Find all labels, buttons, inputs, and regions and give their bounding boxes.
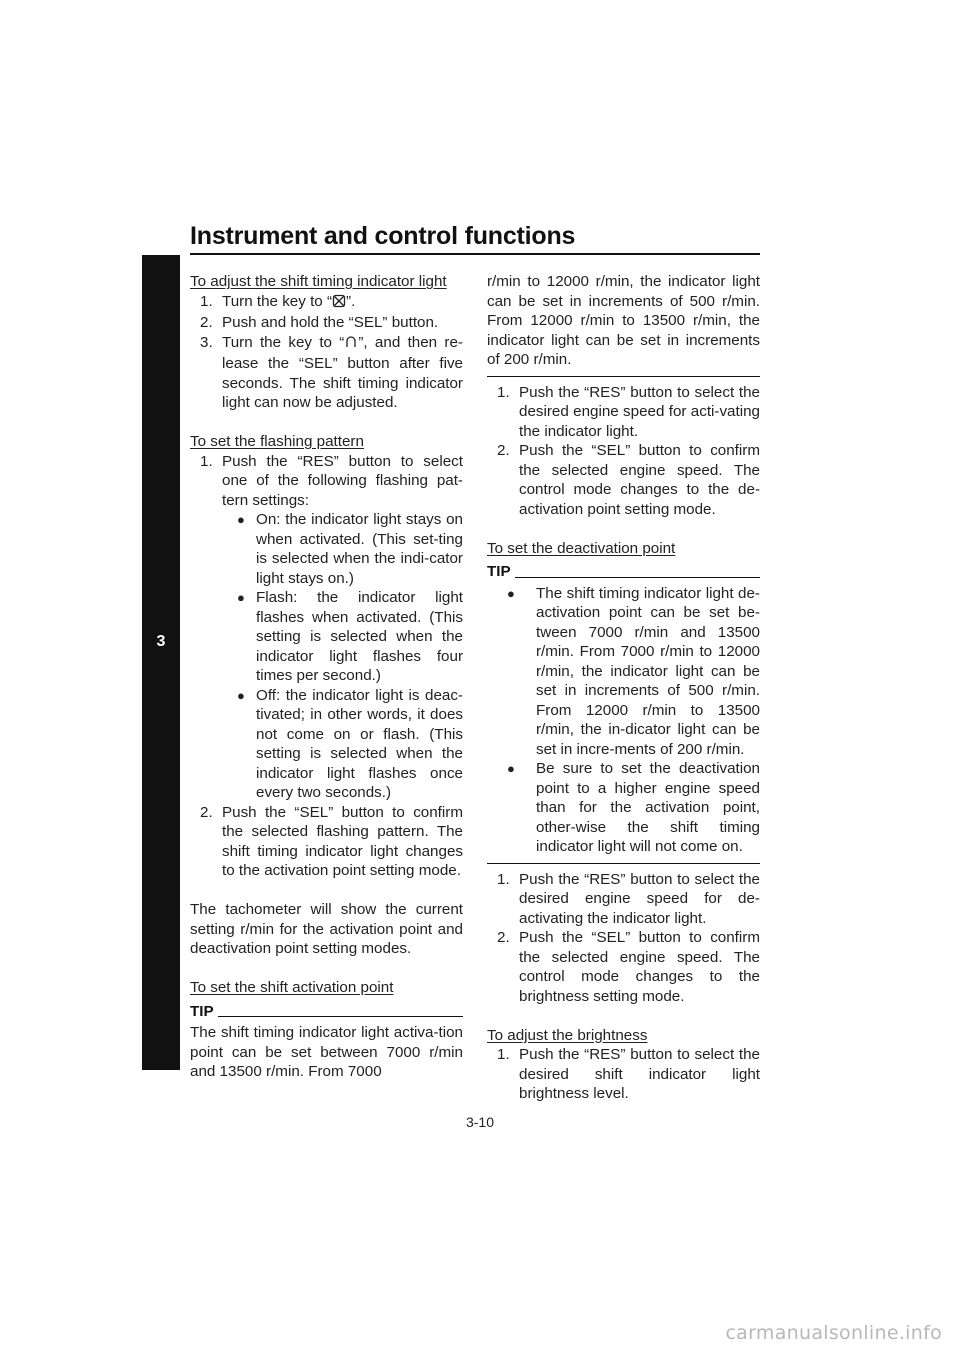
list-item: ● Off: the indicator light is deac-tivated; in other words, it does not come on or flash. (This setting is selected when the indicator light flashes once every two seconds.) (237, 686, 463, 801)
section-heading-deactivation: To set the deactivation point (487, 539, 676, 557)
tip-rule (218, 1016, 463, 1017)
tip-text: The shift timing indicator light activa-tion point can be set between 7000 r/min and 13500 r/min. From 7000 (190, 1024, 463, 1080)
tip-rule (515, 577, 760, 578)
step-turn-key-off: 1. Turn the key to “ ”. (190, 292, 463, 314)
key-off-icon (332, 294, 346, 314)
page-title: Instrument and control functions (190, 222, 576, 250)
key-on-icon (344, 335, 358, 355)
tip-end-rule (487, 376, 760, 377)
watermark: carmanualsonline.info (725, 1322, 942, 1344)
tip-label: TIP (190, 1002, 214, 1020)
step-confirm-flash: 2. Push the “SEL” button to confirm the selected flashing pattern. The shift timing indicator light changes to the activation point setting mode. (200, 803, 463, 879)
list-item: ● Flash: the indicator light flashes when activated. (This setting is selected when the indicator light flashes four times per second.) (237, 589, 463, 684)
list-item: ● The shift timing indicator light de-activation point can be set be-tween 7000 r/min and 13500 r/min. From 7000 r/min to 12000 r/min, the indicator light can be set in increments of 500 r/min. From 12000 r/min to 13500 r/min, the in-dicator light can be set in incre-ments of 200 r/min. (507, 584, 760, 758)
tip-end-rule (487, 863, 760, 864)
bullet-icon: ● (237, 590, 245, 605)
chapter-number: 3 (156, 633, 166, 650)
page-number: 3-10 (465, 1114, 495, 1130)
step-confirm-deactivation-speed: 2. Push the “SEL” button to confirm the selected engine speed. The control mode changes to the brightness setting mode. (497, 929, 760, 1005)
bullet-icon: ● (507, 585, 515, 601)
step-select-deactivation-speed: 1. Push the “RES” button to select the desired engine speed for de-activating the indicator light. (497, 870, 760, 927)
list-item: ● On: the indicator light stays on when activated. (This set-ting is selected when the indi-cator light stays on.) (237, 511, 463, 587)
chapter-tab (142, 255, 180, 1070)
tip-header (487, 562, 760, 582)
step-select-brightness: 1. Push the “RES” button to select the desired shift indicator light brightness level. (497, 1046, 760, 1102)
list-item: ● Be sure to set the deactivation point to a higher engine speed than for the activation point, other-wise the shift timing indicator light will not come on. (507, 760, 760, 855)
step-select-activation-speed: 1. Push the “RES” button to select the desired engine speed for acti-vating the indicator light. (497, 383, 760, 440)
header-rule (190, 253, 760, 255)
step-hold-sel: 2. Push and hold the “SEL” button. (200, 314, 439, 331)
bullet-icon: ● (507, 761, 515, 776)
tip-label: TIP (487, 563, 511, 580)
section-heading-flash-pattern: To set the flashing pattern (190, 433, 364, 450)
bullet-icon: ● (237, 512, 245, 527)
section-heading-shift-indicator: To adjust the shift timing indicator light (190, 273, 447, 290)
step-confirm-activation-speed: 2. Push the “SEL” button to confirm the selected engine speed. The control mode changes to the de-activation point setting mode. (497, 442, 760, 518)
tachometer-note: The tachometer will show the current setting r/min for the activation point and deactivation point setting modes. (190, 901, 463, 957)
step-select-flash: 1. Push the “RES” button to select one of the following flashing pat-tern settings: (200, 452, 463, 509)
flash-options-list (190, 510, 463, 803)
tip-header (190, 1002, 463, 1022)
tip-text-continued: r/min to 12000 r/min, the indicator light can be set in increments of 500 r/min. From 12000 r/min to 13500 r/min, the indicator light can be set in increments of 200 r/min. (487, 273, 760, 368)
left-column (190, 272, 463, 1082)
right-column (487, 272, 760, 1104)
section-heading-brightness: To adjust the brightness (487, 1026, 648, 1044)
deactivation-tip-list (487, 584, 760, 857)
section-heading-activation: To set the shift activation point (190, 979, 394, 996)
bullet-icon: ● (237, 687, 245, 703)
step-turn-key-on: 3. Turn the key to “ ”, and then re-lease the “SEL” button after five seconds. The shift timing indicator light can now be adjusted. (200, 333, 463, 411)
